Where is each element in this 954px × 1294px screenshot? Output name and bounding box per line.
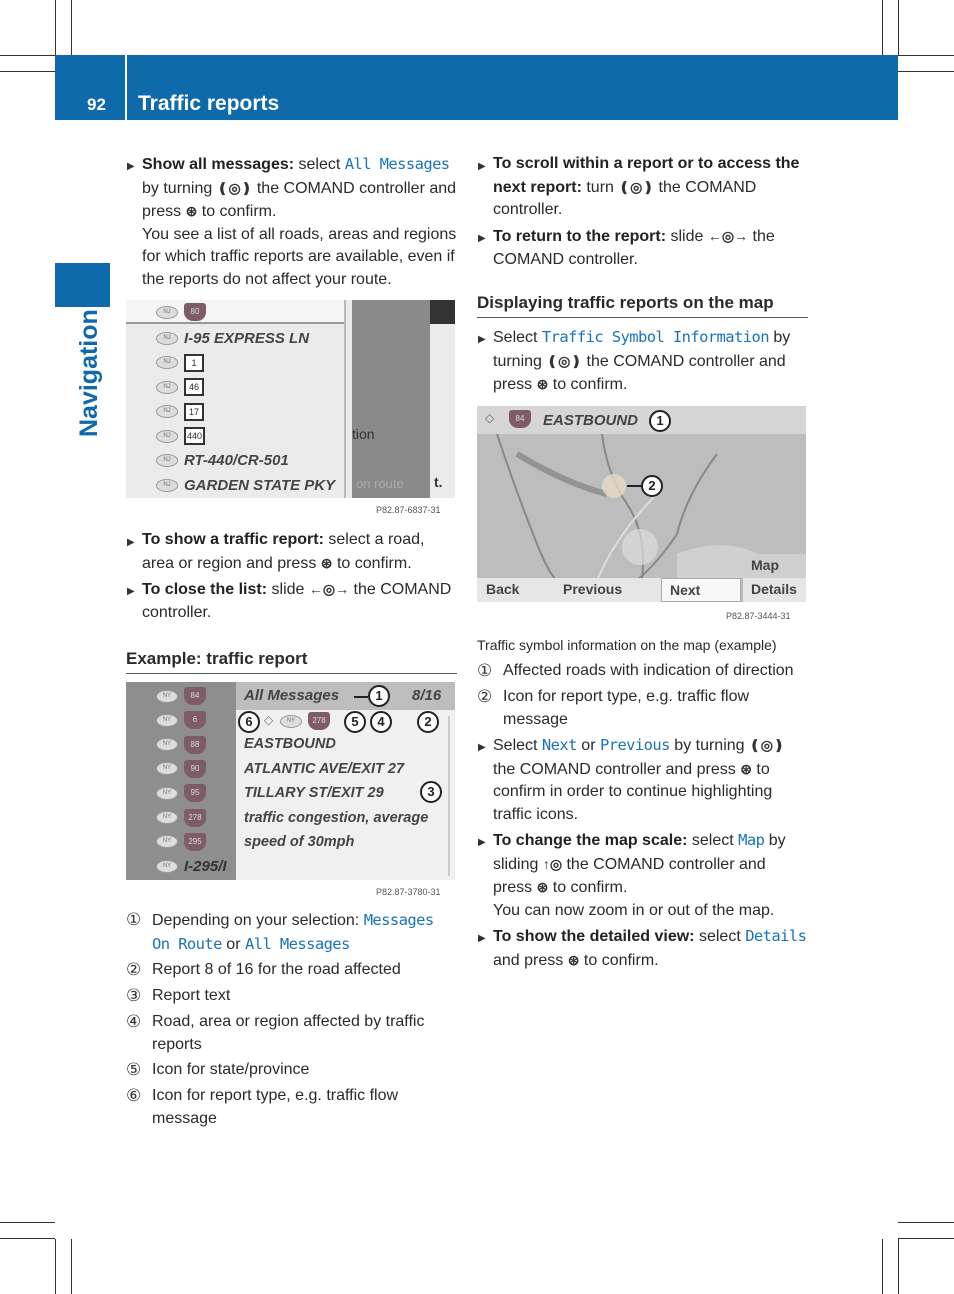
menu-item-text: All Messages <box>244 934 350 953</box>
legend-item <box>126 1085 457 1130</box>
step-text: to confirm in order to continue highlighting traffic icons. <box>493 760 773 823</box>
list-row[interactable] <box>156 326 309 350</box>
route-shield-icon: 1 <box>184 354 204 372</box>
crop-mark <box>55 0 56 55</box>
callout-5: 5 <box>344 711 366 733</box>
step-text: Traffic symbol information on the map (example) <box>477 637 777 653</box>
legend-item <box>477 686 808 731</box>
instruction-step <box>477 925 808 972</box>
crop-mark <box>882 0 883 55</box>
instruction-step <box>126 529 457 575</box>
instruction-step <box>477 734 808 826</box>
legend-number: ⑥ <box>126 1086 142 1105</box>
step-text: or <box>221 935 245 953</box>
menu-item-text: All Messages <box>344 155 450 173</box>
list-row[interactable] <box>156 449 289 473</box>
step-text: Report 8 of 16 for the road affected <box>152 961 401 978</box>
state-badge-icon: NY <box>156 690 178 703</box>
legend-number: ② <box>477 687 493 706</box>
slide-up-icon: ↑◎ <box>542 855 563 872</box>
route-shield-icon: 46 <box>184 378 204 396</box>
panel-text: t. <box>434 474 443 490</box>
interstate-shield-icon: 278 <box>184 809 206 827</box>
page-header <box>55 55 898 120</box>
step-text: the COMAND controller and press <box>142 179 457 221</box>
legend-number: ③ <box>126 986 142 1005</box>
state-badge-icon: NJ <box>156 381 178 394</box>
slide-left-right-icon: ←◎→ <box>308 581 350 597</box>
figure-code: P82.87-3444-31 <box>726 611 791 621</box>
callout-6: 6 <box>238 711 260 733</box>
report-text-line: EASTBOUND <box>244 736 336 752</box>
callout-1: 1 <box>649 410 671 432</box>
figure-code: P82.87-6837-31 <box>376 505 441 515</box>
state-badge-icon: NJ <box>156 479 178 492</box>
step-text: select <box>687 832 739 849</box>
step-title: To show the detailed view: <box>493 928 695 945</box>
crop-mark <box>0 1222 55 1223</box>
step-title: To change the map scale: <box>493 832 688 849</box>
legend-number: ① <box>477 661 493 680</box>
step-text: select <box>294 156 345 173</box>
page-title: Traffic reports <box>138 92 280 115</box>
crop-mark <box>898 71 954 72</box>
step-title: To close the list: <box>142 581 268 598</box>
step-text: the COMAND controller. <box>493 228 775 268</box>
press-controller-icon: ⊛ <box>536 879 549 896</box>
bullet-arrow-icon: ▶ <box>127 537 135 548</box>
report-text-line: ATLANTIC AVE/EXIT 27 <box>244 760 405 777</box>
list-row[interactable] <box>156 473 335 497</box>
crop-mark <box>898 1222 954 1223</box>
list-row[interactable] <box>156 708 206 732</box>
legend-number: ④ <box>126 1012 142 1031</box>
legend-item <box>126 985 457 1008</box>
state-badge-icon: NJ <box>156 332 178 345</box>
bullet-arrow-icon: ▶ <box>478 161 486 172</box>
interstate-shield-icon: 6 <box>184 711 206 729</box>
state-badge-icon: NJ <box>156 454 178 467</box>
state-badge-icon: NJ <box>156 356 178 369</box>
section-tab <box>55 263 110 307</box>
panel-text: on route <box>356 476 404 491</box>
route-shield-icon: 17 <box>184 403 204 421</box>
step-text: Icon for state/province <box>152 1061 310 1078</box>
traffic-map-screenshot <box>477 406 806 602</box>
step-text: the COMAND controller. <box>142 581 452 621</box>
instruction-step <box>477 225 808 271</box>
step-text: by turning <box>669 737 749 754</box>
crop-mark <box>898 0 899 55</box>
interstate-shield-icon: 278 <box>308 712 330 730</box>
callout-3: 3 <box>420 781 442 803</box>
step-text: select <box>694 928 746 945</box>
step-text: by turning <box>493 329 791 370</box>
state-badge-icon: NY <box>156 762 178 775</box>
crop-mark <box>898 1238 954 1239</box>
panel-text: tion <box>352 426 375 442</box>
header-divider <box>125 55 127 120</box>
interstate-shield-icon: 90 <box>184 760 206 778</box>
step-title: Show all messages: <box>142 156 295 173</box>
section-heading: Displaying traffic reports on the map <box>477 292 808 318</box>
road-name: I-95 EXPRESS LN <box>184 329 310 347</box>
next-button[interactable]: Next <box>661 578 741 602</box>
bullet-arrow-icon: ▶ <box>127 161 135 172</box>
interstate-shield-icon: 88 <box>184 736 206 754</box>
step-text: Select <box>493 329 542 346</box>
step-text: Icon for report type, e.g. traffic flow message <box>503 688 750 728</box>
state-badge-icon: NY <box>156 835 178 848</box>
step-text: the COMAND controller and press <box>493 855 766 897</box>
state-badge-icon: NY <box>280 715 302 728</box>
step-text: Road, area or region affected by traffic reports <box>152 1013 425 1053</box>
step-text: Select <box>493 737 542 754</box>
instruction-step <box>126 153 457 292</box>
bullet-arrow-icon: ▶ <box>478 933 486 944</box>
list-row[interactable] <box>156 854 227 878</box>
crop-mark <box>898 1239 899 1294</box>
step-text: the COMAND controller and press <box>493 760 741 778</box>
traffic-flow-icon: ◇ <box>264 713 274 727</box>
state-badge-icon: NY <box>156 811 178 824</box>
crop-mark <box>71 1239 72 1294</box>
turn-controller-icon: ❪◎❫ <box>546 352 583 369</box>
turn-controller-icon: ❪◎❫ <box>749 737 785 753</box>
instruction-step <box>477 153 808 222</box>
list-row[interactable] <box>156 757 206 781</box>
bullet-arrow-icon: ▶ <box>478 742 486 753</box>
press-controller-icon: ⊛ <box>740 760 752 777</box>
turn-controller-icon: ❪◎❫ <box>216 179 253 196</box>
state-badge-icon: NY <box>156 787 178 800</box>
step-text: by turning <box>142 179 217 197</box>
bullet-arrow-icon: ▶ <box>478 233 486 244</box>
legend-number: ⑤ <box>126 1060 142 1079</box>
road-name: GARDEN STATE PKY <box>184 476 336 494</box>
step-text: Report text <box>152 987 231 1004</box>
slide-left-right-icon: ←◎→ <box>707 228 749 244</box>
report-text-line: traffic congestion, average <box>244 809 429 826</box>
previous-button[interactable]: Previous <box>563 581 623 597</box>
crop-mark <box>0 1238 55 1239</box>
state-badge-icon: NJ <box>156 306 178 319</box>
instruction-step <box>477 326 808 397</box>
step-note: You can now zoom in or out of the map. <box>493 901 775 919</box>
figure-code: P82.87-3780-31 <box>376 887 441 897</box>
instruction-step <box>126 578 457 624</box>
bullet-arrow-icon: ▶ <box>127 586 135 597</box>
step-text: Icon for report type, e.g. traffic flow message <box>152 1087 399 1127</box>
legend-item <box>126 959 457 982</box>
report-text-line: TILLARY ST/EXIT 29 <box>244 785 384 801</box>
interstate-shield-icon: 80 <box>184 303 206 321</box>
instruction-step <box>477 829 808 922</box>
section-heading: Example: traffic report <box>126 648 457 674</box>
interstate-shield-icon: 295 <box>184 833 206 851</box>
list-row[interactable] <box>156 424 205 448</box>
menu-item-text: Traffic Symbol Information <box>541 328 769 346</box>
report-count: 8/16 <box>412 687 442 704</box>
bullet-arrow-icon: ▶ <box>478 837 486 848</box>
list-row[interactable] <box>156 781 206 805</box>
interstate-shield-icon: 84 <box>509 410 531 428</box>
list-row[interactable] <box>156 400 204 424</box>
crop-mark <box>55 1239 56 1294</box>
callout-1: 1 <box>368 685 390 707</box>
step-title: To return to the report: <box>493 228 667 245</box>
step-text: to confirm. <box>579 951 659 969</box>
back-button[interactable]: Back <box>486 581 520 597</box>
traffic-list-screenshot <box>126 300 455 498</box>
crop-mark <box>0 71 55 72</box>
figure-caption <box>477 634 808 657</box>
step-text: slide <box>267 581 309 598</box>
crop-mark <box>898 55 954 56</box>
crop-mark <box>71 0 72 55</box>
step-text: the COMAND controller. <box>493 178 757 219</box>
step-text: Affected roads with indication of direction <box>503 662 794 679</box>
legend-item <box>477 660 808 683</box>
state-badge-icon: NY <box>156 714 178 727</box>
step-title: To scroll within a report or to access the next report: <box>493 155 800 196</box>
crop-mark <box>0 55 55 56</box>
step-title: To show a traffic report: <box>142 531 324 548</box>
step-text: the COMAND controller and press <box>493 352 786 394</box>
legend-number: ② <box>126 960 142 979</box>
step-text: to confirm. <box>332 554 412 572</box>
legend-item <box>126 909 457 956</box>
interstate-shield-icon: 84 <box>184 687 206 705</box>
menu-item-text: Messages On Route <box>152 911 434 953</box>
state-badge-icon: NY <box>156 738 178 751</box>
road-name: I-295/I <box>184 857 227 875</box>
road-name: RT-440/CR-501 <box>184 452 289 469</box>
section-label: Navigation <box>75 309 103 437</box>
list-row[interactable] <box>156 375 204 399</box>
menu-item-text: Next <box>541 736 577 754</box>
traffic-report-screenshot <box>126 682 455 880</box>
menu-item-text: Details <box>745 927 807 945</box>
callout-2: 2 <box>641 475 663 497</box>
step-text: to confirm. <box>548 879 628 897</box>
step-text: to confirm. <box>197 203 277 221</box>
legend-item <box>126 1011 457 1056</box>
state-badge-icon: NJ <box>156 430 178 443</box>
interstate-shield-icon: 95 <box>184 784 206 802</box>
crop-mark <box>882 1239 883 1294</box>
map-button[interactable]: Map <box>743 554 806 578</box>
callout-4: 4 <box>370 711 392 733</box>
report-text-line: speed of 30mph <box>244 834 355 850</box>
list-mode-label: All Messages <box>244 687 340 704</box>
direction-label: EASTBOUND <box>543 412 639 429</box>
list-row[interactable] <box>156 733 206 757</box>
step-note: You see a list of all roads, areas and regions for which traffic reports are available, even if the reports do not affect your route. <box>142 225 457 288</box>
step-text: turn <box>581 178 619 196</box>
state-badge-icon: NJ <box>156 405 178 418</box>
traffic-flow-icon: ◇ <box>485 411 495 425</box>
menu-item-text: Previous <box>599 736 670 754</box>
details-button[interactable]: Details <box>741 578 806 602</box>
press-controller-icon: ⊛ <box>185 203 198 220</box>
step-text: and press <box>493 951 568 969</box>
bullet-arrow-icon: ▶ <box>478 334 486 345</box>
step-text: select a road, area or region and press <box>142 531 425 572</box>
step-text: slide <box>666 228 708 245</box>
list-row[interactable] <box>156 806 206 830</box>
legend-item <box>126 1059 457 1082</box>
state-badge-icon: NY <box>156 860 178 873</box>
list-row[interactable] <box>156 684 206 708</box>
page-number: 92 <box>87 95 106 114</box>
step-text: to confirm. <box>548 376 628 394</box>
press-controller-icon: ⊛ <box>320 554 333 571</box>
press-controller-icon: ⊛ <box>536 376 549 393</box>
turn-controller-icon: ❪◎❫ <box>618 178 655 195</box>
route-shield-icon: 440 <box>184 427 205 445</box>
menu-item-text: Map <box>738 831 765 849</box>
list-row[interactable] <box>156 830 206 854</box>
step-text: Depending on your selection: <box>152 912 364 929</box>
list-row[interactable] <box>156 351 204 375</box>
callout-2: 2 <box>417 711 439 733</box>
press-controller-icon: ⊛ <box>567 951 580 968</box>
step-text: by sliding <box>493 832 786 873</box>
step-text: or <box>576 737 600 754</box>
legend-number: ① <box>126 910 142 929</box>
